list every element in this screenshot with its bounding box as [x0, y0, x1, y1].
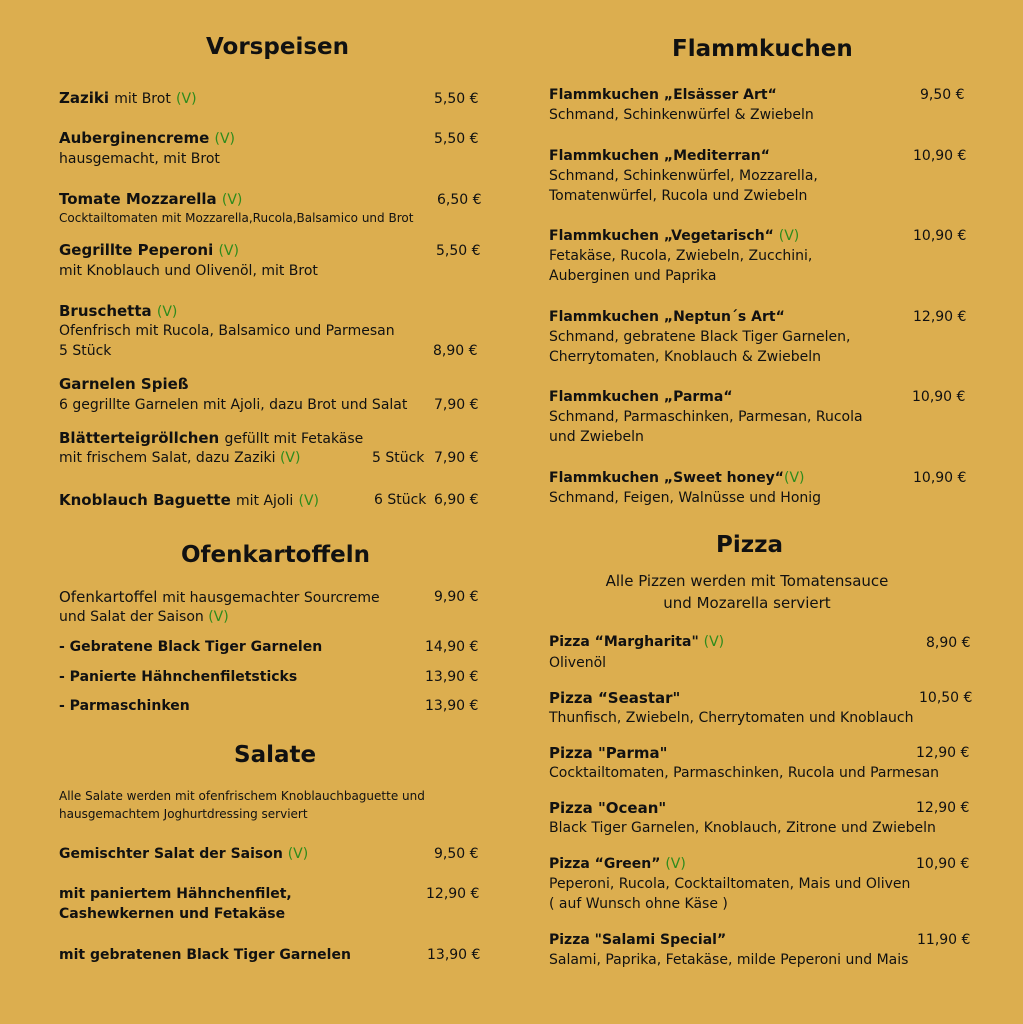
item-price: 13,90 € [425, 669, 479, 685]
item-description: hausgemacht, mit Brot [59, 151, 220, 167]
extra-item-name: - Panierte Hähnchenfiletsticks [59, 669, 298, 685]
section-intro: Alle Pizzen werden mit Tomatensauce [605, 572, 889, 590]
menu-item-name [59, 846, 308, 862]
item-price: 12,90 € [913, 309, 967, 325]
menu-item-name [59, 429, 363, 447]
menu-item-name [549, 634, 724, 650]
menu-item-name [59, 241, 239, 259]
menu-item-name: Pizza “Seastar" [549, 689, 681, 707]
item-name: Gegrillte Peperoni [59, 241, 214, 259]
item-price: 9,90 € [434, 589, 479, 605]
menu-item-name [59, 491, 319, 509]
item-description: Salami, Paprika, Fetakäse, milde Peperoni und Mais [549, 952, 909, 968]
item-price: 10,50 € [919, 690, 973, 706]
item-description: mit Knoblauch und Olivenöl, mit Brot [59, 263, 318, 279]
item-description: Fetakäse, Rucola, Zwiebeln, Zucchini, [549, 248, 813, 264]
menu-item-name: Garnelen Spieß [59, 375, 189, 393]
item-description: und Zwiebeln [549, 429, 644, 445]
item-price: 9,50 € [434, 846, 479, 862]
menu-item-name [59, 302, 177, 320]
veg-badge: (V) [218, 243, 239, 259]
item-description: Black Tiger Garnelen, Knoblauch, Zitrone und Zwiebeln [549, 820, 936, 836]
menu-item-name: Flammkuchen „Neptun´s Art“ [549, 309, 785, 325]
pizza-title: Pizza [716, 532, 784, 558]
item-description: Schmand, Schinkenwürfel & Zwiebeln [549, 107, 814, 123]
item-description [59, 450, 300, 466]
item-description: Peperoni, Rucola, Cocktailtomaten, Mais und Oliven [549, 876, 911, 892]
item-quantity: 5 Stück [372, 450, 425, 466]
item-price: 10,90 € [913, 148, 967, 164]
item-name: Ofenkartoffel [59, 588, 158, 606]
menu-item-name: Pizza "Parma" [549, 744, 668, 762]
item-price: 12,90 € [916, 745, 970, 761]
extra-item-name: - Gebratene Black Tiger Garnelen [59, 639, 323, 655]
menu-item-name: Flammkuchen „Mediterran“ [549, 148, 770, 164]
item-price: 9,50 € [920, 87, 965, 103]
item-description: Schmand, gebratene Black Tiger Garnelen, [549, 329, 851, 345]
item-price: 8,90 € [433, 343, 478, 359]
item-name: Gemischter Salat der Saison [59, 846, 283, 862]
item-price: 14,90 € [425, 639, 479, 655]
veg-badge: (V) [298, 493, 320, 509]
item-suffix: mit Ajoli [235, 493, 294, 509]
extra-item-name: - Parmaschinken [59, 698, 190, 714]
item-price: 10,90 € [916, 856, 970, 872]
item-price: 8,90 € [926, 635, 971, 651]
item-description: Olivenöl [549, 655, 607, 671]
veg-badge: (V) [784, 470, 805, 486]
item-description: Cocktailtomaten mit Mozzarella,Rucola,Balsamico und Brot [59, 211, 414, 225]
item-description: Schmand, Parmaschinken, Parmesan, Rucola [549, 409, 863, 425]
item-price: 6,90 € [434, 492, 479, 508]
veg-badge: (V) [156, 304, 178, 320]
item-quantity: 5 Stück [59, 343, 112, 359]
menu-item-name: Flammkuchen „Elsässer Art“ [549, 87, 777, 103]
item-price: 12,90 € [916, 800, 970, 816]
item-description: Cocktailtomaten, Parmaschinken, Rucola und Parmesan [549, 765, 940, 781]
salate-title: Salate [234, 742, 317, 768]
menu-item-name [549, 470, 805, 486]
item-description: Thunfisch, Zwiebeln, Cherrytomaten und Knoblauch [549, 710, 914, 726]
ofenkartoffeln-title: Ofenkartoffeln [181, 542, 370, 568]
item-price: 6,50 € [437, 192, 482, 208]
item-description: Auberginen und Paprika [549, 268, 717, 284]
item-suffix: gefüllt mit Fetakäse [224, 431, 364, 447]
menu-item-name: Flammkuchen „Parma“ [549, 389, 733, 405]
menu-item-name [59, 190, 242, 208]
item-name: Pizza “Green” [549, 856, 661, 872]
item-price: 5,50 € [434, 131, 479, 147]
menu-item-name [549, 856, 686, 872]
item-price: 10,90 € [913, 470, 967, 486]
item-name: Flammkuchen „Vegetarisch“ [549, 228, 774, 244]
item-description: Schmand, Schinkenwürfel, Mozzarella, [549, 168, 818, 184]
menu-item-name [59, 89, 197, 107]
section-intro: Alle Salate werden mit ofenfrischem Knoblauchbaguette und [59, 789, 425, 803]
section-intro: und Mozarella serviert [663, 594, 831, 612]
menu-item-name: mit paniertem Hähnchenfilet, [59, 886, 292, 902]
veg-badge: (V) [703, 634, 725, 650]
menu-item-name: Pizza "Salami Special” [549, 932, 727, 948]
item-description: Tomatenwürfel, Rucola und Zwiebeln [549, 188, 808, 204]
menu-item-name: Cashewkernen und Fetakäse [59, 906, 286, 922]
menu-item-name [59, 129, 235, 147]
item-price: 10,90 € [913, 228, 967, 244]
veg-badge: (V) [778, 228, 800, 244]
item-name: Tomate Mozzarella [59, 190, 217, 208]
item-price: 7,90 € [434, 450, 479, 466]
veg-badge: (V) [214, 131, 236, 147]
veg-badge: (V) [176, 91, 197, 107]
item-description: Ofenfrisch mit Rucola, Balsamico und Parmesan [59, 323, 395, 339]
item-price: 11,90 € [917, 932, 971, 948]
item-description: Schmand, Feigen, Walnüsse und Honig [549, 490, 822, 506]
menu-item-name [549, 228, 799, 244]
veg-badge: (V) [279, 450, 301, 466]
menu-item-name: mit gebratenen Black Tiger Garnelen [59, 947, 351, 963]
item-name: Bruschetta [59, 302, 152, 320]
item-price: 10,90 € [912, 389, 966, 405]
item-suffix: mit hausgemachter Sourcreme [162, 590, 380, 606]
item-name: Pizza “Margharita" [549, 634, 699, 650]
menu-item-name [59, 588, 380, 606]
item-description [59, 609, 229, 625]
item-description: ( auf Wunsch ohne Käse ) [549, 896, 728, 912]
item-description: Cherrytomaten, Knoblauch & Zwiebeln [549, 349, 822, 365]
item-price: 7,90 € [434, 397, 479, 413]
item-description-text: und Salat der Saison [59, 609, 204, 625]
item-name: Flammkuchen „Sweet honey“ [549, 470, 785, 486]
item-price: 13,90 € [427, 947, 481, 963]
item-name: Zaziki [59, 89, 109, 107]
item-price: 5,50 € [434, 91, 479, 107]
item-name: Auberginencreme [59, 129, 210, 147]
veg-badge: (V) [221, 192, 243, 208]
veg-badge: (V) [287, 846, 309, 862]
item-description-text: mit frischem Salat, dazu Zaziki [59, 450, 276, 466]
item-description: 6 gegrillte Garnelen mit Ajoli, dazu Brot und Salat [59, 397, 408, 413]
veg-badge: (V) [665, 856, 686, 872]
item-quantity: 6 Stück [374, 492, 427, 508]
vorspeisen-title: Vorspeisen [206, 34, 349, 60]
flammkuchen-title: Flammkuchen [672, 36, 853, 62]
menu-item-name: Pizza "Ocean" [549, 799, 667, 817]
item-name: Blätterteigröllchen [59, 429, 220, 447]
item-price: 5,50 € [436, 243, 481, 259]
item-suffix: mit Brot [114, 91, 171, 107]
item-price: 13,90 € [425, 698, 479, 714]
section-intro: hausgemachtem Joghurtdressing serviert [59, 807, 308, 821]
item-price: 12,90 € [426, 886, 480, 902]
item-name: Knoblauch Baguette [59, 491, 231, 509]
veg-badge: (V) [208, 609, 229, 625]
